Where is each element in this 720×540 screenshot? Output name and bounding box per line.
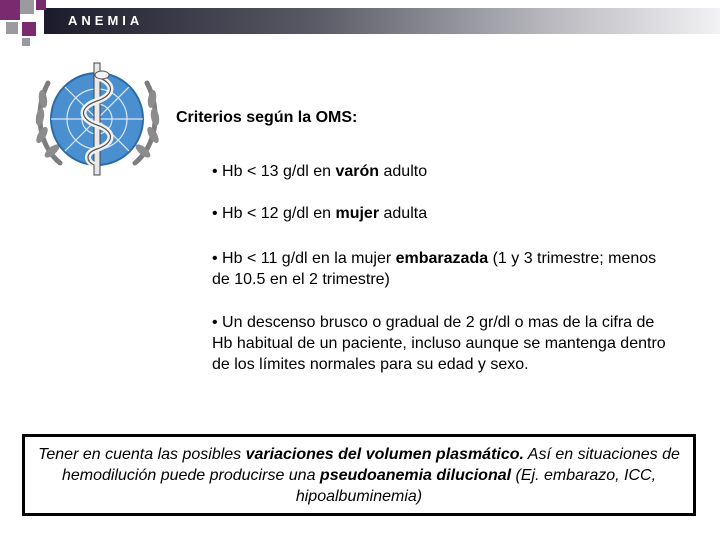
emphasis-text: varón — [335, 163, 380, 180]
bullet-marker: • — [212, 163, 223, 180]
emphasis-text: embarazada — [395, 250, 489, 267]
text-segment: (1 y 3 trimestre; menos de 10.5 en el 2 trimestre) — [212, 250, 657, 288]
note-box — [22, 434, 696, 516]
bullet-marker: • — [212, 205, 223, 222]
text-segment: Un descenso brusco o gradual de 2 gr/dl o mas de la cifra de Hb habitual de un paciente, incluso aunque se mantenga dentro de los límites normales para su edad y sexo. — [212, 314, 666, 373]
text-segment: Hb < 12 g/dl en — [222, 205, 336, 222]
text-segment: Así en situaciones de hemodilución puede producirse una — [61, 446, 680, 484]
header-square-purple-2 — [22, 22, 36, 36]
bullet-marker: • — [212, 314, 223, 331]
bullet-marker: • — [212, 250, 223, 267]
header-square-gray-3 — [22, 38, 30, 46]
text-segment: adulta — [379, 205, 428, 222]
bullet-embarazada — [212, 248, 672, 290]
header-square-purple-3 — [36, 0, 46, 10]
emphasis-text: mujer — [335, 205, 380, 222]
emphasis-text: variaciones del volumen plasmático. — [245, 446, 524, 463]
text-segment: adulto — [379, 163, 428, 180]
text-segment: Hb < 11 g/dl en la mujer — [222, 250, 396, 267]
bullet-mujer — [212, 203, 672, 224]
bullet-varon — [212, 161, 672, 182]
header-title: ANEMIA — [68, 13, 144, 28]
header-square-gray-2 — [6, 22, 18, 34]
header-square-purple-1 — [0, 0, 20, 20]
header-square-gray-1 — [20, 0, 34, 14]
emphasis-text: pseudoanemia dilucional — [319, 467, 512, 484]
text-segment: Tener en cuenta las posibles — [38, 446, 246, 463]
bullet-descenso — [212, 312, 667, 375]
criteria-heading: Criterios según la OMS: — [176, 109, 358, 126]
header-bar — [44, 8, 720, 34]
text-segment: Hb < 13 g/dl en — [222, 163, 336, 180]
text-segment: (Ej. embarazo, ICC, hipoalbuminemia) — [295, 467, 657, 505]
who-emblem-icon — [30, 55, 165, 183]
